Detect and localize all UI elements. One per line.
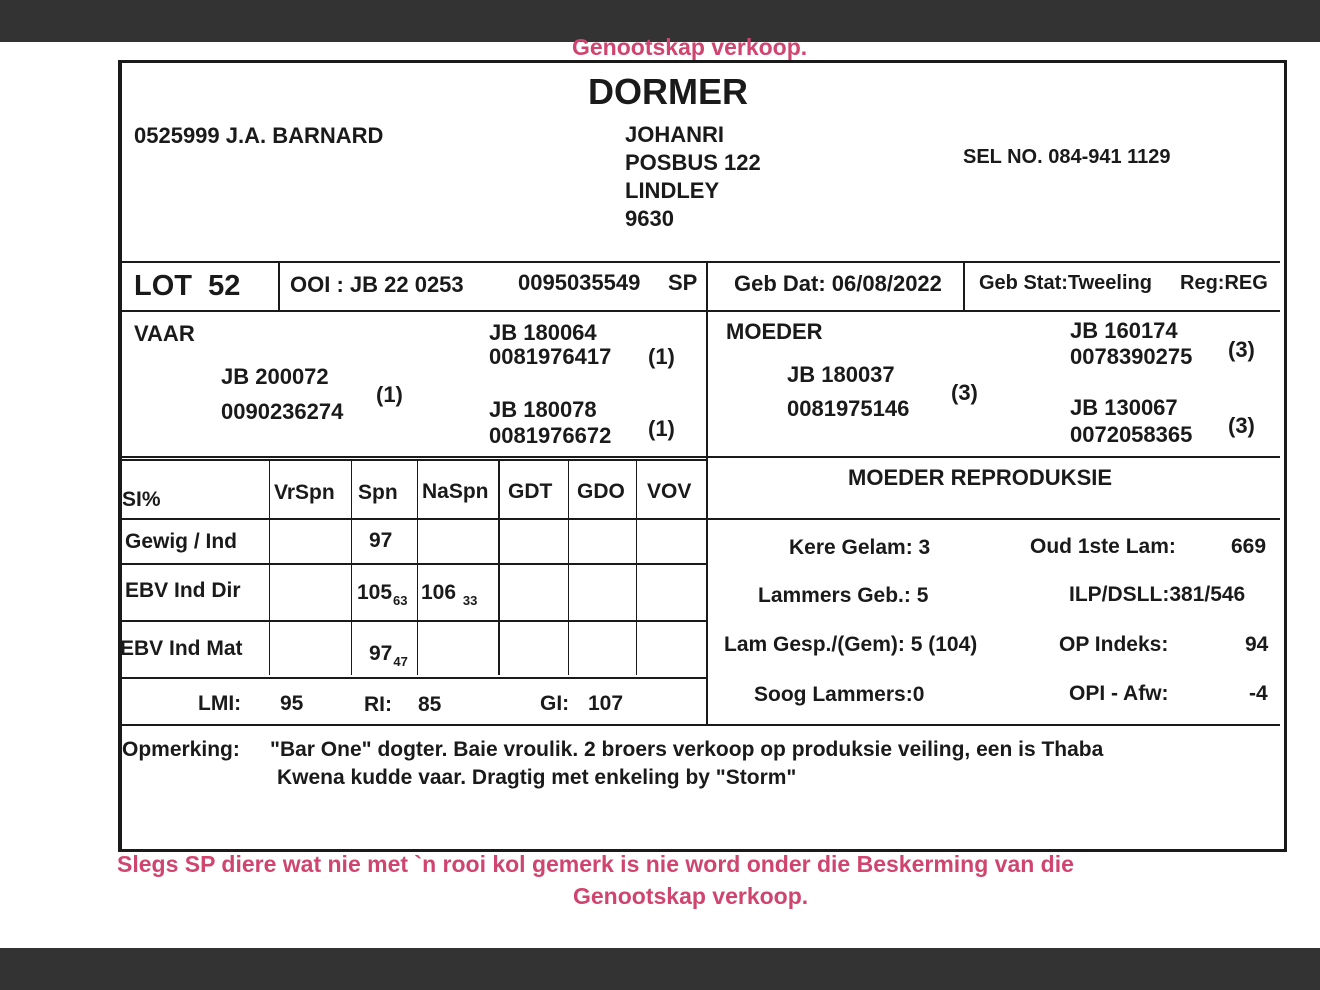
oud-value: 669 [1231,535,1267,558]
op-indeks-label: OP Indeks: [1059,633,1169,656]
divider-lot-top [120,261,1280,263]
dam-id: JB 180037 [787,362,895,387]
gi-value: 107 [588,692,624,715]
header-vrspn: VrSpn [274,481,335,504]
gi-label: GI: [540,692,570,715]
table-row-line-3 [120,620,706,622]
lammers-geb: Lammers Geb.: 5 [758,584,929,607]
dam-dam-number: 0072058365 [1070,422,1193,447]
row-ebv-dir-naspn [421,582,477,607]
breed-title: DORMER [588,71,748,112]
dam-heading: MOEDER [726,319,823,344]
lmi-label: LMI: [198,692,242,715]
repro-title: MOEDER REPRODUKSIE [848,465,1113,490]
opi-afw-label: OPI - Afw: [1069,682,1169,705]
sire-id: JB 200072 [221,364,329,389]
birth-status: Geb Stat:Tweeling [979,272,1152,294]
address-line-3: LINDLEY [625,178,720,203]
row-ebv-mat-spn [369,643,408,668]
address-line-1: JOHANRI [625,122,725,147]
reg-value: REG [1224,272,1268,294]
kere-gelam: Kere Gelam: 3 [789,536,931,559]
header-si: SI% [122,488,161,511]
ri-label: RI: [364,693,392,716]
sire-heading: VAAR [134,321,195,346]
header-spn: Spn [358,481,398,504]
remark-line-2: Kwena kudde vaar. Dragtig met enkeling by "Storm" [277,766,797,789]
footer-warning-line-2: Genootskap verkoop. [573,883,809,909]
reg-field [1180,273,1268,293]
header-vov: VOV [647,480,692,503]
table-row-line-1 [120,518,706,520]
row-ebv-dir-spn-value: 105 [357,581,393,604]
sire-sire-count: (1) [648,344,675,369]
oud-label: Oud 1ste Lam: [1030,535,1176,558]
row-ebv-mat-spn-value: 97 [369,642,393,665]
row-ebv-mat-label: EBV Ind Mat [120,637,243,660]
divider-lot-bottom [120,310,1280,312]
ewe-reg-number: 0095035549 [518,270,641,295]
table-col-line-2 [351,460,352,675]
breeder-name: 0525999 J.A. BARNARD [134,123,384,148]
reg-label: Reg: [1180,272,1225,294]
row-ebv-dir-naspn-value: 106 [421,581,457,604]
bottom-dark-bar [0,948,1320,990]
lam-gesp: Lam Gesp./(Gem): 5 (104) [724,633,978,656]
lot-number: 52 [208,270,241,302]
row-gewig-spn: 97 [369,529,393,552]
divider-lot-2 [706,262,708,310]
header-naspn: NaSpn [422,480,489,503]
row-gewig-label: Gewig / Ind [125,530,238,553]
ri-value: 85 [418,693,442,716]
lot-word: LOT [134,270,192,302]
table-row-line-2 [120,563,706,565]
table-top-line [120,456,1280,458]
dam-sire-number: 0078390275 [1070,344,1193,369]
lot-label [134,272,240,301]
dam-number: 0081975146 [787,396,910,421]
divider-lot-1 [278,262,280,310]
remark-label: Opmerking: [122,738,240,761]
sire-dam-number: 0081976672 [489,423,612,448]
sire-count: (1) [376,382,403,407]
address-line-4: 9630 [625,206,674,231]
row-ebv-dir-spn-sub: 63 [393,593,408,608]
sire-dam-id: JB 180078 [489,397,597,422]
table-col-line-6 [636,460,637,675]
row-ebv-dir-spn [357,582,408,607]
table-col-line-3 [417,460,418,675]
row-ebv-dir-label: EBV Ind Dir [125,579,241,602]
lmi-value: 95 [280,692,304,715]
row-ebv-dir-naspn-sub: 33 [462,593,478,608]
table-col-line-1 [269,460,270,675]
top-banner-text: Genootskap verkoop. [572,34,808,60]
dam-dam-count: (3) [1228,413,1255,438]
soog-lammers: Soog Lammers:0 [754,683,925,706]
repro-title-line [707,518,1280,520]
dam-sire-count: (3) [1228,337,1255,362]
dam-count: (3) [951,380,978,405]
birth-date: Geb Dat: 06/08/2022 [734,271,942,296]
header-gdo: GDO [577,480,625,503]
table-col-line-5 [568,460,569,675]
sire-number: 0090236274 [221,399,344,424]
opi-afw-value: -4 [1249,682,1268,705]
table-col-line-4 [498,460,500,675]
ewe-status: SP [668,270,698,295]
sire-sire-number: 0081976417 [489,344,612,369]
ewe-id: OOI : JB 22 0253 [290,272,464,297]
remarks-divider [120,724,1280,726]
ilp-dsll: ILP/DSLL:381/546 [1069,583,1246,606]
cell-number: SEL NO. 084-941 1129 [963,146,1171,168]
sire-sire-id: JB 180064 [489,320,597,345]
dam-sire-id: JB 160174 [1070,318,1178,343]
op-indeks-value: 94 [1245,633,1269,656]
address-line-2: POSBUS 122 [625,150,761,175]
remark-line-1: "Bar One" dogter. Baie vroulik. 2 broers verkoop op produksie veiling, een is Thaba [270,738,1104,761]
dam-dam-id: JB 130067 [1070,395,1178,420]
footer-warning-line-1: Slegs SP diere wat nie met `n rooi kol gemerk is nie word onder die Beskerming van die [117,851,1074,877]
row-ebv-mat-spn-sub: 47 [393,654,408,669]
sire-dam-count: (1) [648,416,675,441]
divider-lot-3 [963,262,965,310]
header-gdt: GDT [508,480,553,503]
